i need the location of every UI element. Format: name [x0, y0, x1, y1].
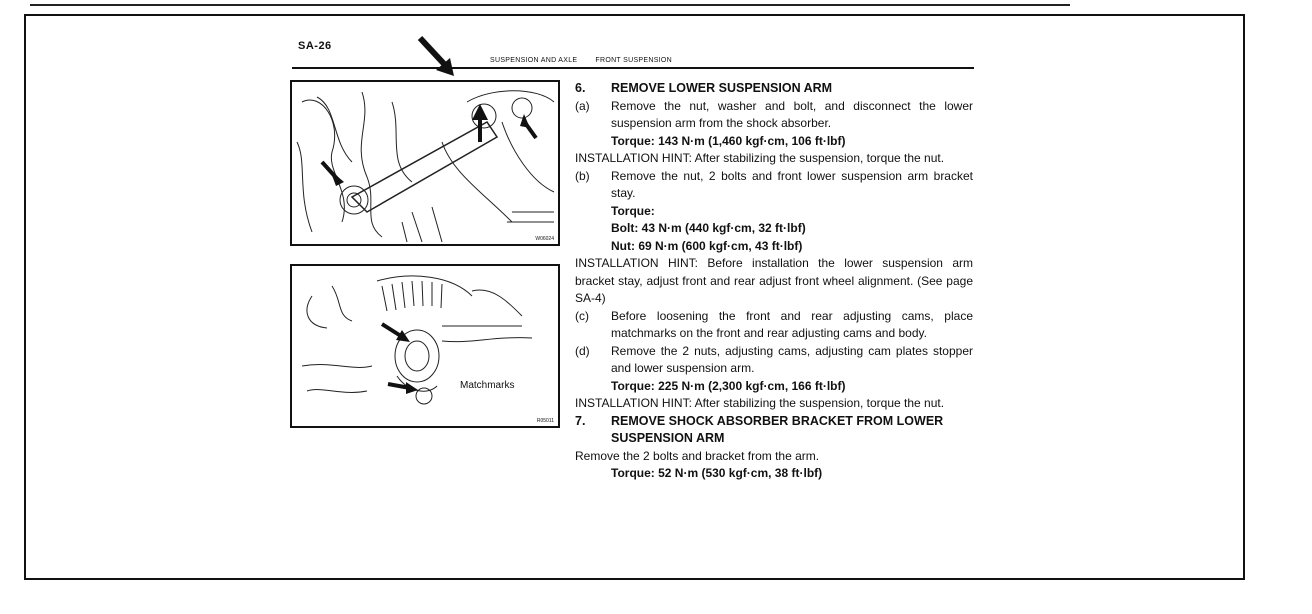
substep-a	[575, 98, 973, 133]
substep-d	[575, 343, 973, 378]
substep-text: Remove the nut, washer and bolt, and disconnect the lower suspension arm from the shock absorber.	[611, 98, 973, 130]
pointer-arrow-icon	[416, 34, 458, 78]
step-title: REMOVE LOWER SUSPENSION ARM	[611, 81, 833, 95]
installation-hint: INSTALLATION HINT: Before installation the lower suspension arm bracket stay, adjust front and rear adjust front wheel alignment. (See page SA-4)	[575, 256, 973, 305]
section-title: SUSPENSION AND AXLE	[490, 57, 578, 64]
step-number: 7.	[575, 413, 586, 428]
installation-hint: INSTALLATION HINT: After stabilizing the suspension, torque the nut.	[575, 151, 945, 165]
figure-matchmarks	[290, 264, 560, 428]
substep-text: Before loosening the front and rear adjusting cams, place matchmarks on the front and rear adjusting cams and body.	[611, 308, 973, 340]
page-number: SA-26	[298, 40, 332, 52]
substep-letter: (d)	[575, 343, 590, 358]
matchmarks-illustration	[292, 266, 558, 426]
running-header	[490, 57, 672, 64]
torque-label: Torque:	[611, 203, 655, 218]
torque-spec: Torque: 52 N·m (530 kgf·cm, 38 ft·lbf)	[611, 466, 823, 480]
substep-b	[575, 168, 973, 203]
final-text: Remove the 2 bolts and bracket from the arm.	[575, 448, 820, 463]
substep-letter: (c)	[575, 308, 589, 323]
substep-letter: (a)	[575, 98, 590, 113]
substep-c	[575, 308, 973, 343]
figure-code: W06024	[535, 236, 554, 242]
substep-text: Remove the 2 nuts, adjusting cams, adjusting cam plates stopper and lower suspension arm.	[611, 343, 973, 375]
lower-arm-illustration	[292, 82, 558, 244]
substep-text: Remove the nut, 2 bolts and front lower suspension arm bracket stay.	[611, 168, 973, 200]
step-title: REMOVE SHOCK ABSORBER BRACKET FROM LOWER SUSPENSION ARM	[611, 413, 944, 445]
step-7-heading	[575, 413, 973, 448]
top-rule	[30, 4, 1070, 6]
torque-spec: Torque: 225 N·m (2,300 kgf·cm, 166 ft·lbf)	[611, 378, 846, 393]
procedure-text	[575, 80, 973, 483]
torque-bolt: Bolt: 43 N·m (440 kgf·cm, 32 ft·lbf)	[611, 221, 806, 235]
step-number: 6.	[575, 81, 586, 95]
figure-lower-arm-removal	[290, 80, 560, 246]
step-6-heading	[575, 80, 973, 98]
subsection-title: FRONT SUSPENSION	[595, 57, 673, 64]
header-rule	[292, 67, 974, 69]
torque-spec: Torque: 143 N·m (1,460 kgf·cm, 106 ft·lbf)	[611, 133, 846, 148]
matchmarks-label: Matchmarks	[460, 380, 515, 391]
figure-code: R05011	[536, 418, 554, 424]
substep-letter: (b)	[575, 168, 590, 183]
installation-hint: INSTALLATION HINT: After stabilizing the suspension, torque the nut.	[575, 396, 945, 410]
torque-nut: Nut: 69 N·m (600 kgf·cm, 43 ft·lbf)	[611, 238, 803, 253]
